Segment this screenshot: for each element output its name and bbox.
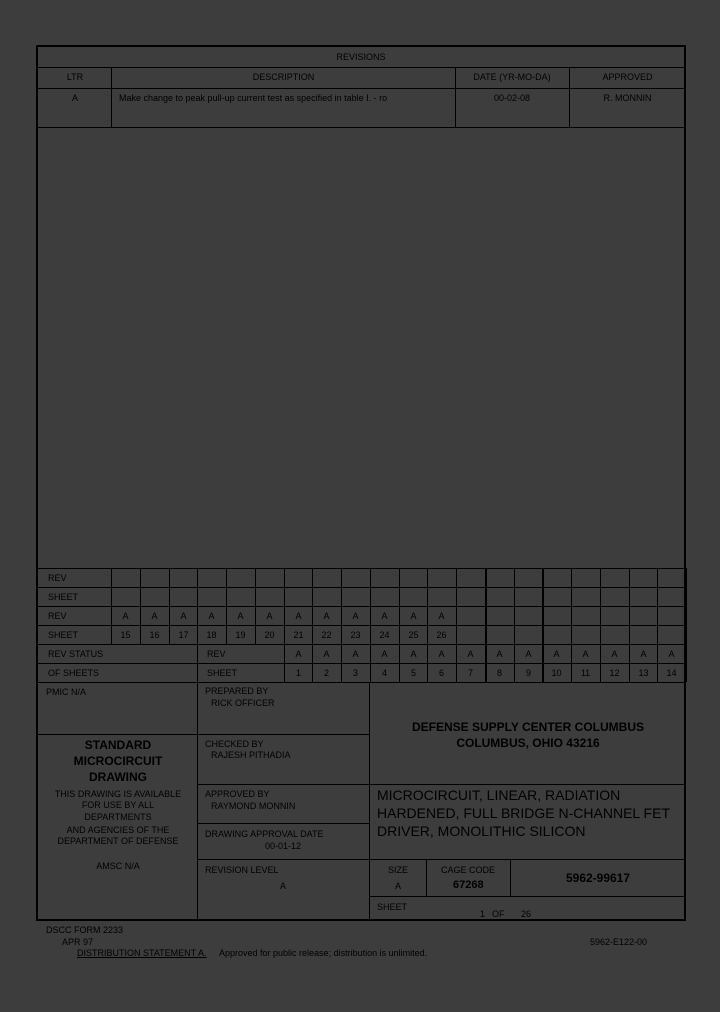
availability-line: DEPARTMENT OF DEFENSE	[57, 836, 179, 846]
sheet-cell: 13	[638, 668, 649, 678]
rev-cell: A	[352, 649, 359, 659]
form-date: APR 97	[62, 937, 94, 947]
grid-line	[686, 644, 687, 682]
grid-line	[686, 568, 687, 644]
rev-cell: A	[410, 611, 417, 621]
revisions-title: REVISIONS	[336, 52, 386, 62]
rev-cell: A	[295, 649, 302, 659]
revision-approved: R. MONNIN	[603, 93, 652, 103]
description-header: DESCRIPTION	[252, 72, 315, 82]
rev-cell: A	[381, 649, 388, 659]
divider	[198, 859, 370, 860]
rev-cell: A	[611, 649, 618, 659]
sheet-cell: 2	[323, 668, 329, 678]
sheet-cell: 24	[379, 630, 390, 640]
grid-line	[571, 568, 572, 644]
sheet-cell: 19	[235, 630, 246, 640]
agency-location: COLUMBUS, OHIO 43216	[456, 736, 600, 750]
rev-label: REV	[207, 649, 226, 659]
divider	[38, 88, 684, 89]
checked-by-label: CHECKED BY	[205, 739, 264, 749]
sheet-cell: 10	[551, 668, 562, 678]
amsc: AMSC N/A	[96, 861, 140, 871]
sheet-cell: 9	[525, 668, 531, 678]
rev-cell: A	[553, 649, 560, 659]
sheet-cell: 26	[436, 630, 447, 640]
sheet-cell: 6	[438, 668, 444, 678]
rev-cell: A	[582, 649, 589, 659]
sheet-cell: 17	[178, 630, 189, 640]
part-title-line: DRIVER, MONOLITHIC SILICON	[377, 823, 586, 839]
drawing-number: 5962-99617	[565, 871, 631, 885]
sheet-cell: 3	[352, 668, 358, 678]
rev-label: REV	[48, 611, 67, 621]
rev-cell: A	[323, 611, 330, 621]
revision-level: A	[280, 881, 287, 891]
standard-title-line: MICROCIRCUIT	[73, 754, 163, 768]
availability-line: THIS DRAWING IS AVAILABLE	[54, 789, 182, 799]
date-header: DATE (YR-MO-DA)	[473, 72, 551, 82]
sheet-cell: 1	[295, 668, 301, 678]
divider	[38, 568, 684, 569]
revision-ltr: A	[71, 93, 78, 103]
rev-cell: A	[323, 649, 330, 659]
rev-cell: A	[237, 611, 244, 621]
availability-line: AND AGENCIES OF THE	[66, 825, 170, 835]
divider	[369, 682, 370, 920]
rev-cell: A	[438, 649, 445, 659]
standard-title-line: DRAWING	[89, 770, 147, 784]
rev-cell: A	[180, 611, 187, 621]
revision-level-label: REVISION LEVEL	[205, 865, 279, 875]
rev-cell: A	[295, 611, 302, 621]
approved-by-label: APPROVED BY	[205, 789, 270, 799]
sheet-label: SHEET	[377, 902, 408, 912]
divider	[38, 734, 198, 735]
rev-cell: A	[208, 611, 215, 621]
size-value: A	[395, 881, 402, 891]
sheet-cell: 22	[321, 630, 332, 640]
part-title-line: MICROCIRCUIT, LINEAR, RADIATION	[377, 787, 621, 803]
divider	[38, 625, 684, 626]
divider	[38, 663, 684, 664]
ltr-header: LTR	[66, 72, 84, 82]
sheet-cell: 4	[381, 668, 387, 678]
rev-cell: A	[438, 611, 445, 621]
approval-date: 00-01-12	[265, 841, 302, 851]
of-label: OF	[492, 909, 505, 919]
grid-line	[485, 568, 487, 644]
divider	[197, 644, 198, 682]
divider	[38, 127, 684, 128]
distribution-label: DISTRIBUTION STATEMENT A.	[77, 948, 207, 958]
size-label: SIZE	[388, 865, 409, 875]
rev-cell: A	[122, 611, 129, 621]
sheet-cell: 14	[666, 668, 677, 678]
sheet-label: SHEET	[48, 630, 79, 640]
sheet-cell: 11	[580, 668, 591, 678]
sheet-cell: 21	[293, 630, 304, 640]
of-sheets-label: OF SHEETS	[48, 668, 100, 678]
prepared-by-label: PREPARED BY	[205, 686, 269, 696]
sheet-label: SHEET	[207, 668, 238, 678]
divider	[198, 823, 370, 824]
sheet-cell: 23	[350, 630, 361, 640]
divider	[370, 784, 686, 785]
divider	[38, 682, 684, 683]
sheet-cell: 5	[410, 668, 416, 678]
divider	[198, 734, 370, 735]
sheet-cell: 7	[467, 668, 473, 678]
pmic: PMIC N/A	[46, 687, 87, 697]
divider	[38, 587, 684, 588]
standard-title-line: STANDARD	[84, 738, 152, 752]
rev-cell: A	[640, 649, 647, 659]
rev-cell: A	[266, 611, 273, 621]
part-title-line: HARDENED, FULL BRIDGE N-CHANNEL FET	[377, 805, 671, 821]
divider	[38, 644, 684, 645]
grid-line	[456, 568, 457, 644]
approved-by-name: RAYMOND MONNIN	[211, 801, 296, 811]
rev-cell: A	[467, 649, 474, 659]
divider	[426, 859, 427, 896]
divider	[38, 67, 684, 68]
checked-by-name: RAJESH PITHADIA	[211, 750, 291, 760]
availability-line: DEPARTMENTS	[84, 812, 152, 822]
rev-cell: A	[352, 611, 359, 621]
sheet-cell: 25	[408, 630, 419, 640]
sheet-cell: 8	[496, 668, 502, 678]
cage-code: 67268	[453, 879, 484, 891]
agency-name: DEFENSE SUPPLY CENTER COLUMBUS	[411, 720, 645, 734]
approval-date-label: DRAWING APPROVAL DATE	[205, 829, 324, 839]
distribution-text: Approved for public release; distribution is unlimited.	[219, 948, 428, 958]
sheet-cell: 20	[264, 630, 275, 640]
rev-label: REV	[48, 573, 67, 583]
divider	[198, 784, 370, 785]
grid-line	[542, 568, 544, 644]
rev-cell: A	[668, 649, 675, 659]
sheet-cell: 15	[120, 630, 131, 640]
sheet-cell: 16	[149, 630, 160, 640]
approved-header: APPROVED	[602, 72, 653, 82]
prepared-by-name: RICK OFFICER	[211, 698, 275, 708]
rev-status-label: REV STATUS	[48, 649, 104, 659]
grid-line	[657, 568, 658, 644]
grid-line	[600, 568, 601, 644]
revision-description: Make change to peak pull-up current test as specified in table I. - ro	[119, 93, 388, 103]
form-number: DSCC FORM 2233	[46, 925, 124, 935]
sheet-cell: 18	[206, 630, 217, 640]
rev-cell: A	[496, 649, 503, 659]
rev-cell: A	[381, 611, 388, 621]
divider	[370, 859, 686, 860]
revision-date: 00-02-08	[493, 93, 531, 103]
grid-line	[629, 568, 630, 644]
grid-line	[514, 568, 515, 644]
sheet-total: 26	[521, 909, 532, 919]
rev-cell: A	[525, 649, 532, 659]
divider	[370, 896, 686, 897]
sheet-cell: 12	[609, 668, 620, 678]
sheet-number: 1	[480, 909, 486, 919]
rev-cell: A	[410, 649, 417, 659]
rev-cell: A	[151, 611, 158, 621]
sheet-label: SHEET	[48, 592, 79, 602]
availability-line: FOR USE BY ALL	[81, 800, 155, 810]
divider	[38, 606, 684, 607]
document-code: 5962-E122-00	[590, 937, 648, 947]
cage-code-label: CAGE CODE	[441, 865, 496, 875]
